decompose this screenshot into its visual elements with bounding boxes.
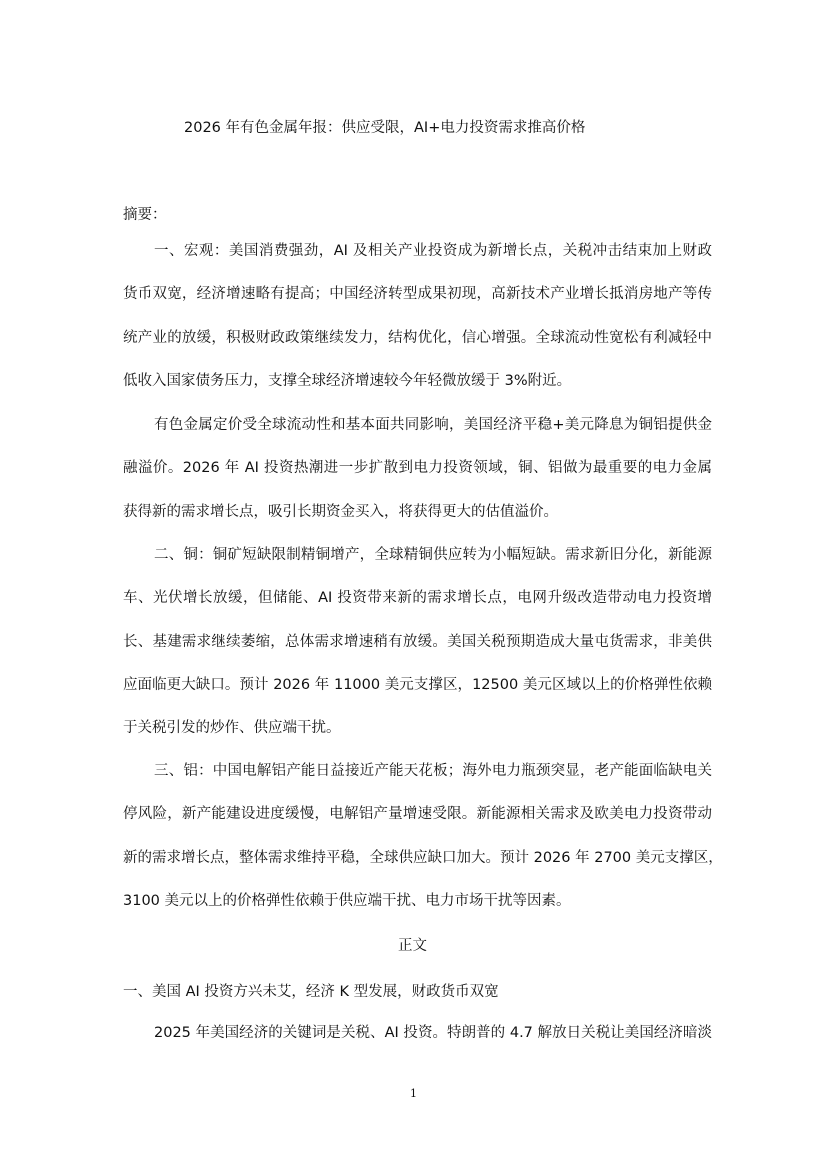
- text-line: 停风险，新产能建设进度缓慢，电解铝产量增速受限。新能源相关需求及欧美电力投资带动: [123, 806, 712, 823]
- text-line: 长、基建需求继续萎缩，总体需求增速稍有放缓。美国关税预期造成大量屯货需求，非美供: [123, 633, 712, 650]
- text-line: 获得新的需求增长点，吸引长期资金买入，将获得更大的估值溢价。: [123, 503, 558, 520]
- text-line: 车、光伏增长放缓，但储能、AI 投资带来新的需求增长点，电网升级改造带动电力投资增: [123, 590, 712, 607]
- text-line: 3100 美元以上的价格弹性依赖于供应端干扰、电力市场干扰等因素。: [123, 892, 571, 909]
- text-line: 融溢价。2026 年 AI 投资热潮进一步扩散到电力投资领域，铜、铝做为最重要的电力金属: [123, 460, 712, 477]
- abstract-paragraph-macro: [123, 241, 712, 414]
- text-line: 有色金属定价受全球流动性和基本面共同影响，美国经济平稳+美元降息为铜铝提供金: [154, 417, 712, 433]
- body-label: 正文: [398, 938, 427, 954]
- abstract-paragraph-copper: [123, 545, 712, 761]
- section-heading: 一、美国 AI 投资方兴未艾，经济 K 型发展，财政货币双宽: [123, 984, 499, 1000]
- text-line: 低收入国家债务压力，支撑全球经济增速较今年轻微放缓于 3%附近。: [123, 372, 572, 389]
- body-paragraph: [123, 1023, 712, 1066]
- page-number: 1: [410, 1087, 417, 1100]
- abstract-paragraph-aluminum: [123, 761, 723, 934]
- abstract-label: 摘要：: [123, 207, 167, 223]
- text-line: 三、铝：中国电解铝产能日益接近产能天花板；海外电力瓶颈突显，老产能面临缺电关: [154, 763, 712, 779]
- text-line: 二、铜：铜矿短缺限制精铜增产，全球精铜供应转为小幅短缺。需求新旧分化，新能源: [154, 547, 712, 563]
- text-line: 新的需求增长点，整体需求维持平稳，全球供应缺口加大。预计 2026 年 2700 美元支撑区，: [123, 849, 723, 866]
- abstract-paragraph-pricing: [123, 415, 712, 545]
- text-line: 统产业的放缓，积极财政政策继续发力，结构优化，信心增强。全球流动性宽松有利减轻中: [123, 329, 712, 346]
- text-line: 应面临更大缺口。预计 2026 年 11000 美元支撑区，12500 美元区域以上的价格弹性依赖: [123, 676, 712, 693]
- text-line: 一、宏观：美国消费强劲，AI 及相关产业投资成为新增长点，关税冲击结束加上财政: [154, 243, 712, 259]
- text-line: 2025 年美国经济的关键词是关税、AI 投资。特朗普的 4.7 解放日关税让美国经济暗淡: [154, 1025, 712, 1041]
- text-line: 于关税引发的炒作、供应端干扰。: [123, 720, 341, 737]
- document-title: 2026 年有色金属年报：供应受限，AI+电力投资需求推高价格: [184, 120, 586, 136]
- text-line: 货币双宽，经济增速略有提高；中国经济转型成果初现，高新技术产业增长抵消房地产等传: [123, 286, 712, 303]
